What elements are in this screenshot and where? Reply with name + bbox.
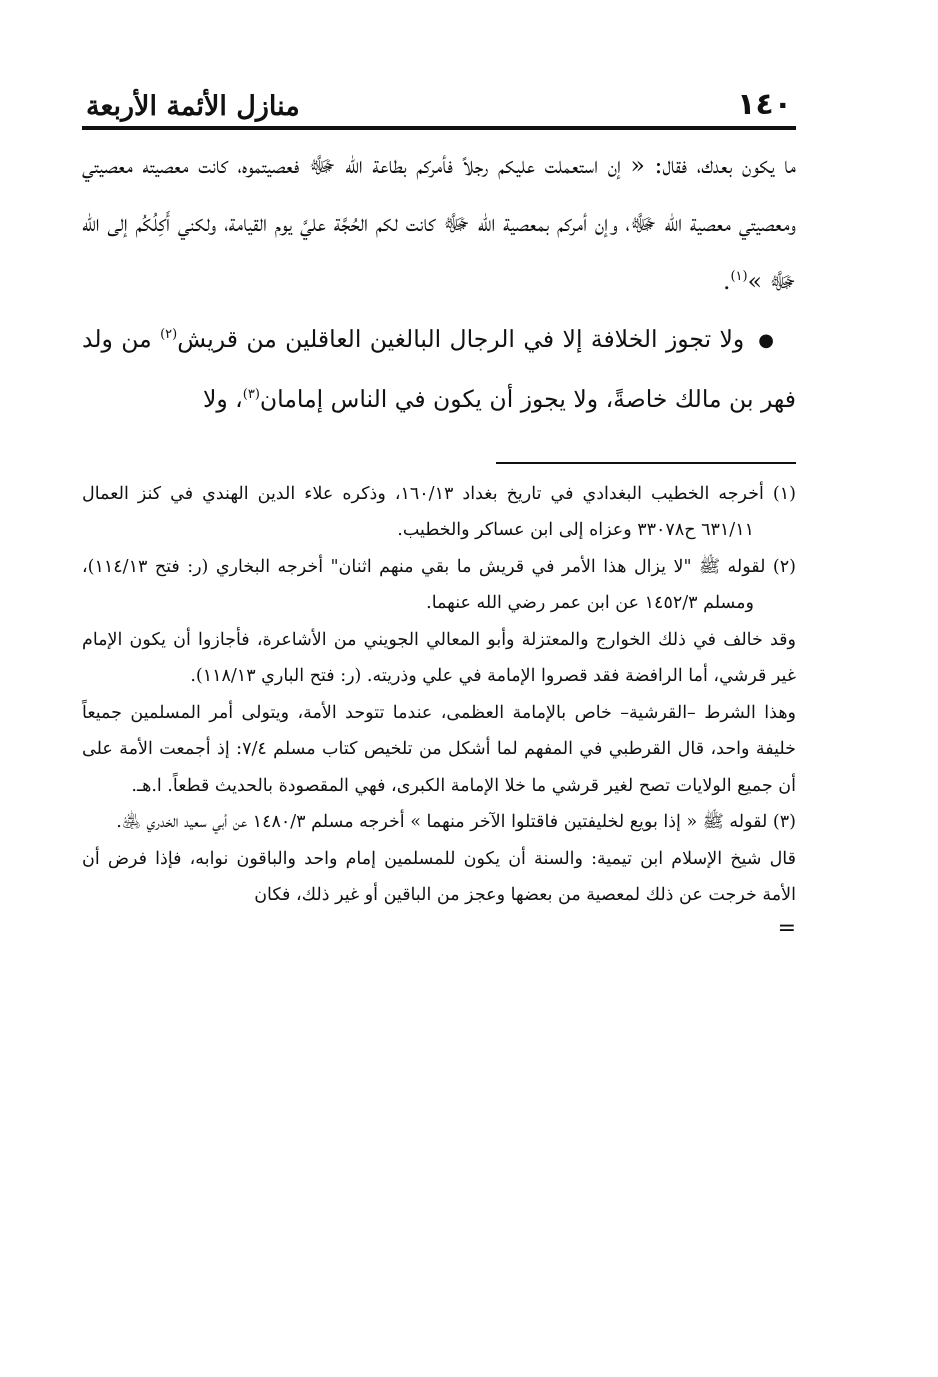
bullet-icon: ● bbox=[758, 329, 774, 351]
footnote-3: (٣) لقوله ﷺ « إذا بويع لخليفتين فاقتلوا الآخر منهما » أخرجه مسلم ١٤٨٠/٣ عن أبي سعيد الخدري ﵁. bbox=[116, 812, 796, 832]
hadith-text: ما يكون بعدك، فقال: « إن استعملت عليكم رجلاً فأمركم بطاعة الله ﷻ فعصيتموه، كانت معصيته معصيتي ومعصيتي معصية الله ﷻ، وإن أمركم بمعصية الله ﷻ كانت لكم الحُجَّة عليَّ يوم القيامة، ولكني أَكِلُكُم إلى الله ﷻ » bbox=[82, 151, 796, 295]
footnote-2-para: وقد خالف في ذلك الخوارج والمعتزلة وأبو المعالي الجويني من الأشاعرة، فأجازوا أن يكون الإمام غير قرشي، أما الرافضة فقد قصروا الإمامة في علي وذريته. (ر: فتح الباري ١١٨/١٣). bbox=[82, 629, 796, 686]
book-title: منازل الأئمة الأربعة bbox=[86, 91, 300, 122]
footnote-ref: (٢) bbox=[160, 327, 178, 343]
main-text bbox=[82, 136, 796, 428]
paragraph-text: ولا تجوز الخلافة إلا في الرجال البالغين العاقلين من قريش bbox=[177, 325, 745, 353]
page-number: ١٤٠ bbox=[737, 87, 792, 122]
footnote-1: (١) أخرجه الخطيب البغدادي في تاريخ بغداد ١٦٠/١٣، وذكره علاء الدين الهندي في كنز العمال ٦٣١/١١ ح٣٣٠٧٨ وعزاه إلى ابن عساكر والخطيب. bbox=[82, 483, 796, 540]
footnote-2: (٢) لقوله ﷺ "لا يزال هذا الأمر في قريش ما بقي منهم اثنان" أخرجه البخاري (ر: فتح ١١٤/١٣)، ومسلم ١٤٥٢/٣ عن ابن عمر رضي الله عنهما. bbox=[82, 556, 796, 613]
footnote-rule bbox=[496, 462, 796, 464]
book-page bbox=[82, 78, 796, 944]
footnote-2-para: وهذا الشرط –القرشية– خاص بالإمامة العظمى، عندما تتوحد الأمة، ويتولى أمر المسلمين جميعاً خليفة واحد، قال القرطبي في المفهم لما أشكل من تلخيص كتاب مسلم ٧/٤: إذ أجمعت الأمة على أن جميع الولايات تصح لغير قرشي ما خلا الإمامة الكبرى، فهي المقصودة بالحديث قطعاً. ا.هـ. bbox=[82, 702, 796, 796]
paragraph-text: من ولد فهر بن مالك خاصةً، ولا يجوز أن يكون في الناس إمامان bbox=[82, 325, 796, 413]
header-rule bbox=[82, 126, 796, 130]
continuation-mark: = bbox=[777, 915, 796, 941]
paragraph bbox=[82, 136, 796, 310]
running-header bbox=[82, 78, 796, 120]
paragraph bbox=[82, 310, 796, 428]
footnote-ref: (٣) bbox=[242, 386, 260, 402]
footnote-ref: (١) bbox=[730, 269, 748, 285]
sentence-end: . bbox=[722, 267, 731, 295]
footnotes bbox=[82, 476, 796, 944]
footnote-3-para: قال شيخ الإسلام ابن تيمية: والسنة أن يكون للمسلمين إمام واحد والباقون نوابه، فإذا فرض أن الأمة خرجت عن ذلك لمعصية من بعضها وعجز من الباقين أو غير ذلك، فكان bbox=[82, 848, 796, 905]
paragraph-text: ، ولا bbox=[202, 384, 243, 413]
